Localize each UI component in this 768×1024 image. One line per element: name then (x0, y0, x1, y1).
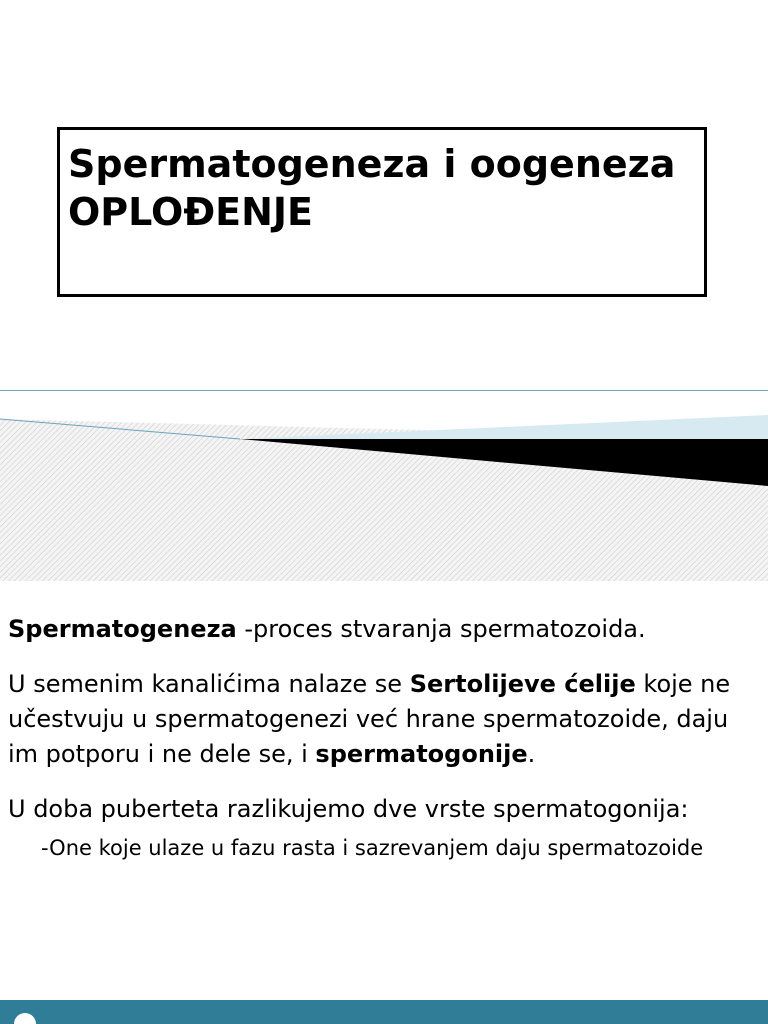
term-spermatogonije: spermatogonije (315, 740, 528, 768)
slide-2 (0, 391, 768, 1024)
sertoli-text-2: koje ne učestvuju u spermatogenezi već hrane spermatozoide, daju im potporu i ne dele se, i (8, 670, 731, 768)
slide-1 (0, 0, 768, 390)
slide-title: Spermatogeneza i oogeneza (68, 142, 676, 186)
header-decoration (0, 391, 768, 581)
slide-subtitle: OPLOĐENJE (68, 190, 314, 234)
bottom-bar (0, 1000, 768, 1024)
definition-text: -proces stvaranja spermatozoida. (236, 615, 646, 643)
paragraph-definition (8, 612, 758, 647)
title-box (57, 127, 707, 297)
sub-point-1: -One koje ulaze u fazu rasta i sazrevanjem daju spermatozoide (41, 836, 704, 860)
sertoli-text-1: U semenim kanalićima nalaze se (8, 670, 410, 698)
paragraph-sertoli (8, 667, 758, 772)
paragraph-puberty: U doba puberteta razlikujemo dve vrste spermatogonija: (8, 795, 689, 823)
term-sertolijeve-celije: Sertolijeve ćelije (409, 670, 636, 698)
sertoli-text-3: . (527, 740, 536, 768)
slide-content (8, 612, 758, 863)
term-spermatogeneza: Spermatogeneza (8, 615, 237, 643)
